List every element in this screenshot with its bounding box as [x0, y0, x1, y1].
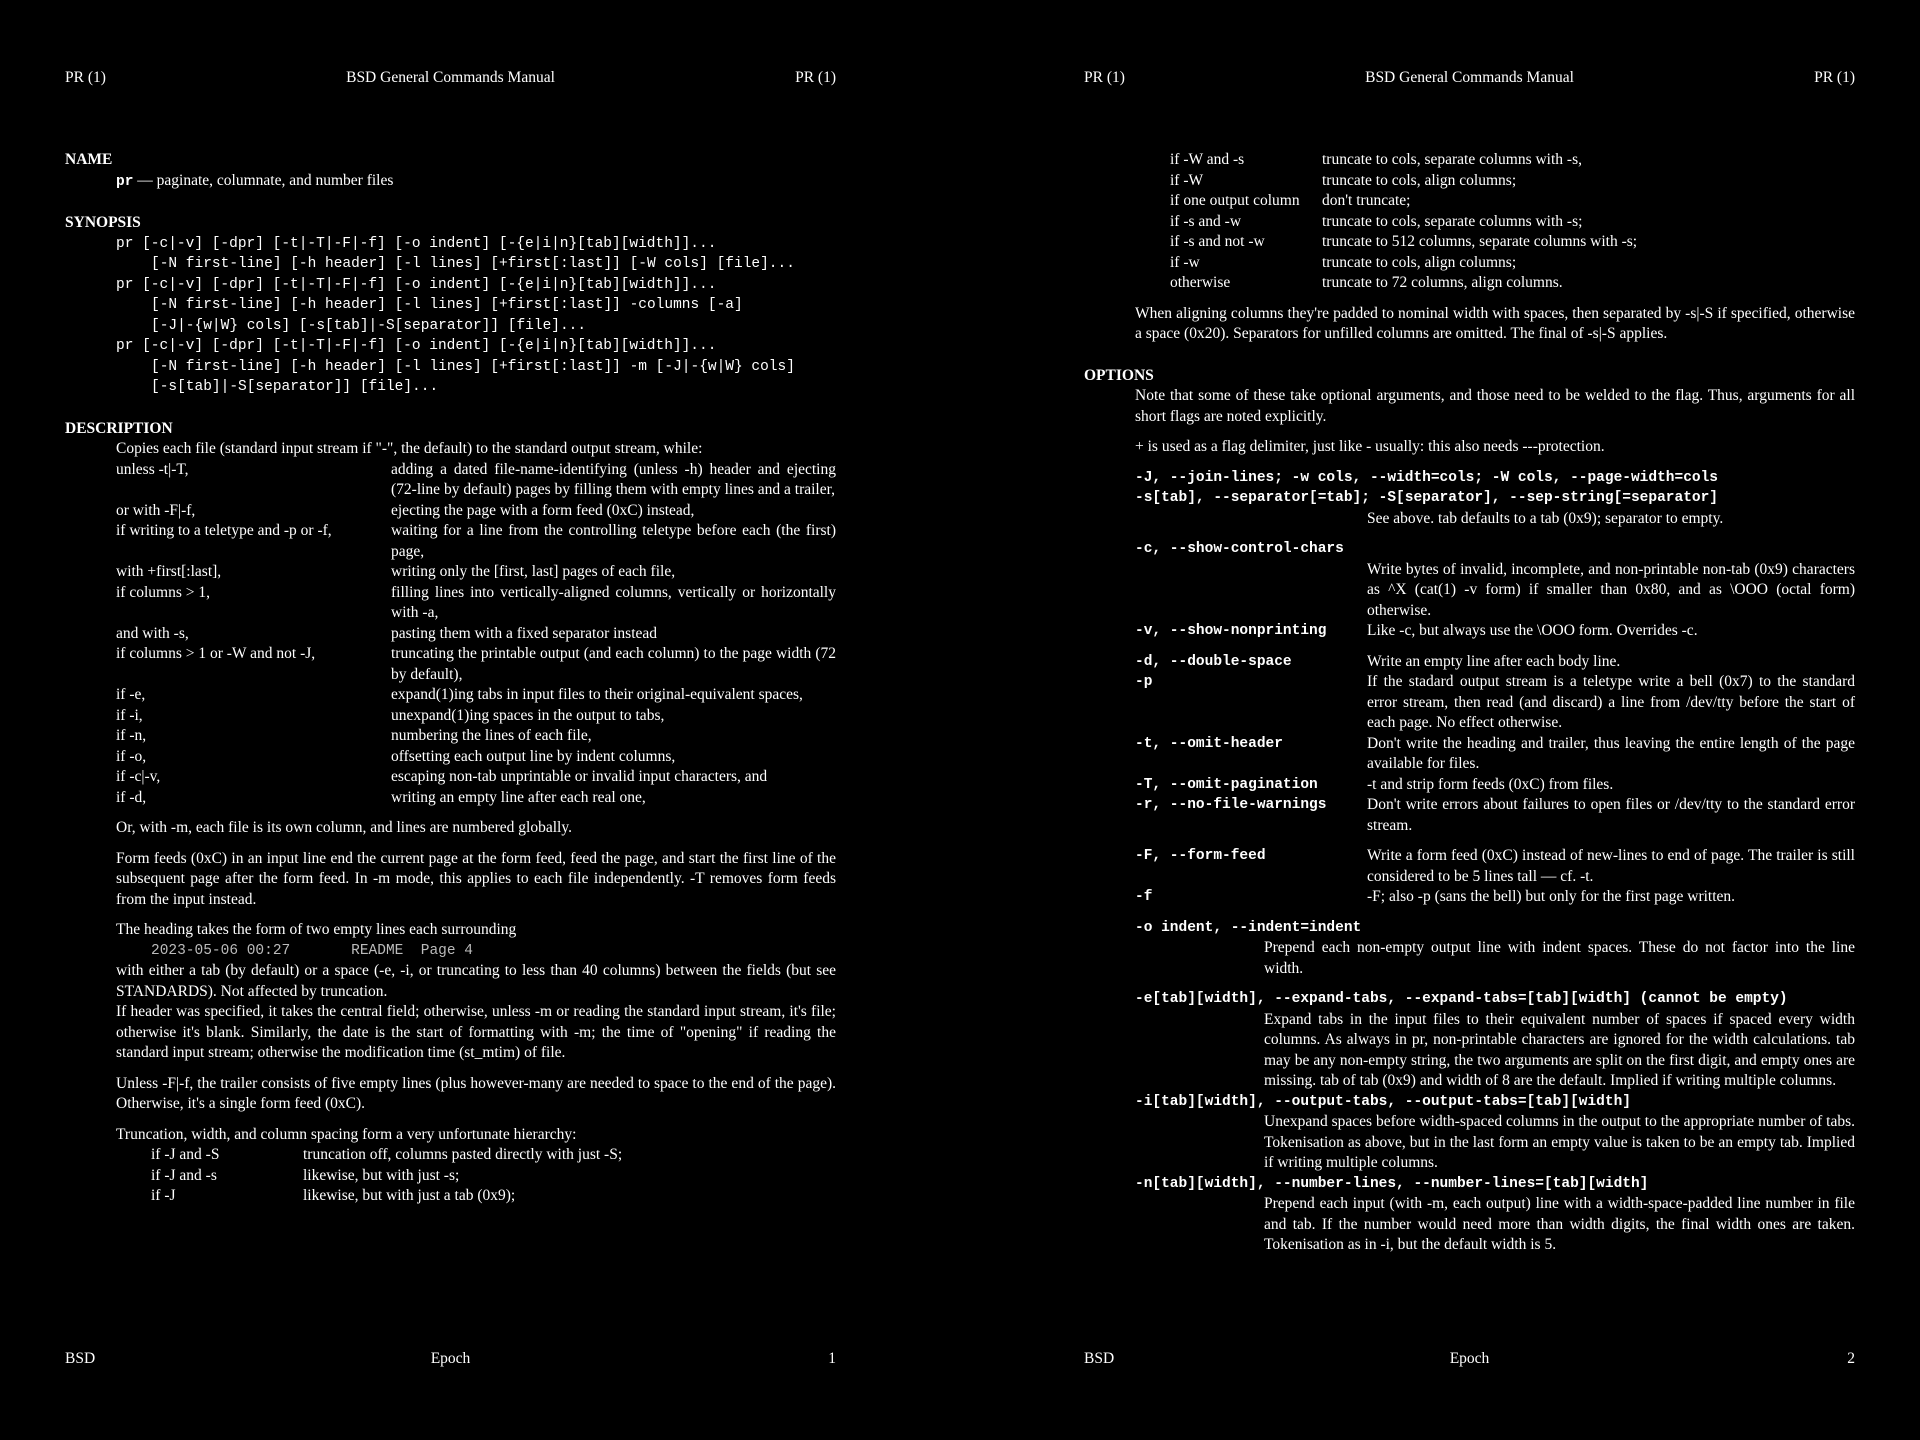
option-t: -t, --omit-header — [1135, 735, 1283, 752]
header-right: PR (1) — [795, 69, 836, 86]
description-p-formfeed: Form feeds (0xC) in an input line end the current page at the form feed, feed the page, and start the first line of the subsequent page after the form feed. In -m mode, this applies to each file independently. -T removes form feeds from the input instead. — [116, 849, 836, 908]
section-description-title: DESCRIPTION — [65, 419, 173, 437]
description-row — [116, 767, 836, 788]
truncation-row-value: truncation off, columns pasted directly with just -S; — [303, 1146, 623, 1163]
description-row-key: if -e, — [116, 686, 146, 703]
p-aligning: When aligning columns they're padded to nominal width with spaces, then separated by -s|-S if specified, otherwise a space (0x20). Separators for unfilled columns are omitted. The final of -s|-S applies. — [1135, 304, 1855, 342]
header-left: PR (1) — [65, 69, 106, 86]
synopsis-line: pr [-c|-v] [-dpr] [-t|-T|-F|-f] [-o indent] [-{e|i|n}[tab][width]]... — [116, 235, 717, 252]
description-row-value: pasting them with a fixed separator instead — [391, 624, 658, 642]
description-row — [116, 706, 836, 727]
option-s: -s[tab], --separator[=tab]; -S[separator], --sep-string[=separator] — [1135, 490, 1718, 506]
truncation-row — [1170, 232, 1637, 253]
description-row-key: or with -F|-f, — [116, 501, 196, 519]
header-center: BSD General Commands Manual — [1365, 69, 1574, 86]
truncation-row-value: truncate to cols, separate columns with -s; — [1322, 212, 1583, 230]
description-row-key: if -c|-v, — [116, 768, 161, 785]
manual-page-1 — [65, 0, 836, 1440]
truncation-row-key: if -s and not -w — [1170, 233, 1265, 250]
option-c: -c, --show-control-chars — [1135, 541, 1344, 557]
option-table-a — [1135, 652, 1855, 837]
options-body — [1135, 386, 1855, 1256]
synopsis-line: [-N first-line] [-h header] [-l lines] [+first[:last]] -m [-J|-{w|W} cols] — [151, 358, 795, 375]
description-row — [116, 788, 836, 809]
description-table — [116, 460, 836, 809]
option-T-desc: -t and strip form feeds (0xC) from files. — [1367, 775, 1614, 793]
truncation-row-value: truncate to cols, align columns; — [1322, 253, 1517, 271]
section-options-title: OPTIONS — [1084, 366, 1154, 384]
page-1-body — [65, 150, 836, 1207]
description-intro: Copies each file (standard input stream if "-", the default) to the standard output stream, while: — [116, 440, 703, 457]
option-r-desc: Don't write errors about failures to open files or /dev/tty to the standard error stream. — [1367, 796, 1855, 834]
option-f-desc: -F; also -p (sans the bell) but only for the first page written. — [1367, 888, 1736, 905]
heading-example: 2023-05-06 00:27 README Page 4 — [151, 942, 473, 959]
truncation-row — [151, 1186, 622, 1207]
description-row-value: expand(1)ing tabs in input files to their original-equivalent spaces, — [391, 686, 803, 703]
description-row-value: offsetting each output line by indent columns, — [391, 747, 676, 765]
truncation-row-value: don't truncate; — [1322, 192, 1411, 209]
description-row-value: numbering the lines of each file, — [391, 727, 592, 744]
page-footer — [1084, 1349, 1855, 1371]
header-right: PR (1) — [1814, 69, 1855, 86]
description-row-value: truncating the printable output (and each column) to the page width (72 by default), — [391, 645, 836, 683]
synopsis-line: pr [-c|-v] [-dpr] [-t|-T|-F|-f] [-o indent] [-{e|i|n}[tab][width]]... — [116, 276, 717, 293]
truncation-row-key: if -J and -S — [151, 1146, 220, 1163]
option-i-desc: Unexpand spaces before width-spaced columns in the output to the appropriate number of tabs. Tokenisation as above, but in the last form an empty value is taken to be an empty tab. Implied if writing multiple columns. — [1264, 1113, 1855, 1171]
options-plus-note: + is used as a flag delimiter, just like - usually: this also needs ---protection. — [1135, 438, 1605, 455]
truncation-row-key: if -W and -s — [1170, 151, 1245, 168]
header-left: PR (1) — [1084, 69, 1125, 86]
description-row-key: if -o, — [116, 747, 147, 765]
page-header — [1084, 68, 1855, 90]
truncation-row — [1170, 273, 1637, 294]
page-footer — [65, 1349, 836, 1371]
option-v-row — [1135, 621, 1698, 642]
option-t-desc: Don't write the heading and trailer, thus leaving the entire length of the page available for files. — [1367, 734, 1855, 772]
truncation-row-key: if one output column — [1170, 192, 1300, 209]
truncation-row — [1170, 171, 1637, 192]
footer-left: BSD — [1084, 1350, 1115, 1367]
option-F: -F, --form-feed — [1135, 848, 1266, 864]
option-e-desc: Expand tabs in the input files to their equivalent number of spaces if spaced every width columns. As always in pr, non-printable characters are ignored for the width calculations. tab may be any non-empty string, the two arguments are split on the first digit, and empty ones are missing. tab of tab (0x9) and width of 8 are the default. Implied if writing multiple columns. — [1264, 1010, 1855, 1089]
description-row-key: if columns > 1, — [116, 583, 210, 601]
description-row-key: if -d, — [116, 788, 147, 806]
option-c-desc: Write bytes of invalid, incomplete, and non-printable non-tab (0x9) characters as ^X (cat(1) -v form) if smaller than 0x80, and as \OOO (octal form) otherwise. — [1367, 560, 1855, 619]
description-row-key: if -n, — [116, 727, 147, 744]
description-row-key: if -i, — [116, 706, 143, 724]
footer-left: BSD — [65, 1350, 96, 1367]
description-p-m: Or, with -m, each file is its own column, and lines are numbered globally. — [116, 819, 572, 836]
synopsis-line: pr [-c|-v] [-dpr] [-t|-T|-F|-f] [-o indent] [-{e|i|n}[tab][width]]... — [116, 338, 717, 354]
truncation-row — [1170, 191, 1637, 212]
description-row-key: and with -s, — [116, 624, 189, 642]
description-row-value: escaping non-tab unprintable or invalid input characters, and — [391, 768, 768, 785]
truncation-row-value: truncate to cols, align columns; — [1322, 171, 1517, 189]
option-n: -n[tab][width], --number-lines, --number-lines=[tab][width] — [1135, 1175, 1649, 1192]
description-row — [116, 726, 836, 747]
description-row — [116, 747, 836, 768]
option-J: -J, --join-lines; -w cols, --width=cols; -W cols, --page-width=cols — [1135, 469, 1718, 486]
option-p: -p — [1135, 674, 1153, 690]
description-row-key: unless -t|-T, — [116, 460, 189, 478]
option-o-desc: Prepend each non-empty output line with indent spaces. These do not factor into the line width. — [1264, 939, 1855, 977]
truncation-row-key: if -w — [1170, 253, 1200, 271]
truncation-row-key: if -s and -w — [1170, 212, 1242, 230]
truncation-row-value: likewise, but with just a tab (0x9); — [303, 1187, 516, 1204]
description-p-trunc: Truncation, width, and column spacing form a very unfortunate hierarchy: — [116, 1125, 577, 1143]
description-p-trailer: Unless -F|-f, the trailer consists of five empty lines (plus however-many are needed to space to the end of the page). Otherwise, it's a single form feed (0xC). — [116, 1074, 836, 1112]
option-d: -d, --double-space — [1135, 653, 1292, 670]
option-i: -i[tab][width], --output-tabs, --output-tabs=[tab][width] — [1135, 1093, 1631, 1110]
page-2-body — [1084, 150, 1855, 1256]
description-row — [116, 460, 836, 501]
option-e: -e[tab][width], --expand-tabs, --expand-tabs=[tab][width] (cannot be empty) — [1135, 991, 1788, 1007]
page-header — [65, 68, 836, 90]
synopsis-line: [-s[tab]|-S[separator]] [file]... — [151, 379, 439, 395]
description-p-heading2: with either a tab (by default) or a space (-e, -i, or truncating to less than 40 columns) between the fields (but see STANDARDS). Not affected by truncation. — [116, 962, 836, 1000]
description-row-value: ejecting the page with a form feed (0xC) instead, — [391, 501, 695, 519]
description-row — [116, 644, 836, 685]
section-name-title: NAME — [65, 151, 113, 168]
truncation-table — [151, 1145, 622, 1207]
truncation-row — [1170, 212, 1637, 233]
truncation-row — [151, 1145, 622, 1166]
option-F-desc: Write a form feed (0xC) instead of new-lines to end of page. The trailer is still considered to be 5 lines tall — cf. -t. — [1367, 847, 1855, 885]
description-p-header: If header was specified, it takes the central field; otherwise, unless -m or reading the standard input stream, it's file; otherwise it's blank. Similarly, the date is the start of formatting with -m; the time of "opening" if reading the standard input stream; otherwise the modification time (st_mtim) of file. — [116, 1003, 836, 1061]
footer-center: Epoch — [430, 1350, 471, 1367]
options-note: Note that some of these take optional arguments, and those need to be welded to the flag. Thus, arguments for all short flags are noted explicitly. — [1135, 387, 1855, 425]
manual-page-2 — [1084, 0, 1855, 1440]
truncation-row — [1170, 253, 1637, 274]
truncation-row-value: truncate to 72 columns, align columns. — [1322, 274, 1563, 291]
section-synopsis-title: SYNOPSIS — [65, 214, 141, 231]
synopsis-line: [-N first-line] [-h header] [-l lines] [+first[:last]] [-W cols] [file]... — [151, 256, 795, 272]
description-row-key: if writing to a teletype and -p or -f, — [116, 522, 332, 539]
description-row-key: with +first[:last], — [116, 563, 222, 580]
description-row — [116, 501, 836, 522]
description-row-value: waiting for a line from the controlling teletype before each (the first) page, — [391, 522, 836, 560]
option-n-desc: Prepend each input (with -m, each output) line with a width-space-padded line number in file and tab. If the number would need more than width digits, the final width ones are taken. Tokenisation as in -i, but the default width is 5. — [1264, 1195, 1855, 1253]
description-row-value: writing an empty line after each real one, — [391, 788, 646, 806]
truncation-table-continued — [1170, 150, 1637, 294]
truncation-row-value: truncate to cols, separate columns with -s, — [1322, 151, 1582, 168]
header-center: BSD General Commands Manual — [346, 69, 555, 86]
truncation-row-value: likewise, but with just -s; — [303, 1166, 460, 1184]
description-row — [116, 624, 836, 645]
description-row — [116, 685, 836, 706]
option-p-desc: If the stadard output stream is a teletype write a bell (0x7) to the standard error stream, then read (and discard) a line from /dev/tty before the start of each page. No effect otherwise. — [1367, 673, 1855, 731]
truncation-row-key: if -J — [151, 1187, 176, 1204]
truncation-row-key: if -W — [1170, 171, 1204, 189]
name-line — [116, 171, 836, 193]
description-row-key: if columns > 1 or -W and not -J, — [116, 645, 316, 662]
name-description: — paginate, columnate, and number files — [137, 171, 394, 189]
truncation-row-key: otherwise — [1170, 274, 1231, 291]
truncation-row-key: if -J and -s — [151, 1166, 217, 1184]
description-p-heading: The heading takes the form of two empty lines each surrounding — [116, 921, 517, 938]
description-row — [116, 521, 836, 562]
option-o: -o indent, --indent=indent — [1135, 919, 1362, 936]
option-d-desc: Write an empty line after each body line. — [1367, 652, 1621, 670]
option-v: -v, --show-nonprinting — [1135, 623, 1327, 639]
description-body — [116, 439, 836, 1207]
truncation-row — [151, 1166, 622, 1187]
truncation-row — [1170, 150, 1637, 171]
page-number: 2 — [1847, 1350, 1855, 1367]
option-v-desc: Like -c, but always use the \OOO form. Overrides -c. — [1367, 622, 1698, 639]
description-row — [116, 562, 836, 583]
description-row-value: writing only the [first, last] pages of each file, — [391, 563, 676, 580]
name-command: pr — [116, 173, 134, 190]
description-row-value: adding a dated file-name-identifying (unless -h) header and ejecting (72-line by default) pages by filling them with empty lines and a trailer, — [391, 460, 836, 498]
synopsis-line: [-N first-line] [-h header] [-l lines] [+first[:last]] -columns [-a] — [151, 297, 743, 313]
truncation-row-value: truncate to 512 columns, separate columns with -s; — [1322, 233, 1638, 250]
option-table-b — [1135, 846, 1855, 908]
option-r: -r, --no-file-warnings — [1135, 797, 1327, 813]
synopsis-block — [65, 234, 836, 398]
description-row-value: filling lines into vertically-aligned columns, vertically or horizontally with -a, — [391, 583, 836, 621]
option-s-desc: See above. tab defaults to a tab (0x9); separator to empty. — [1367, 509, 1724, 527]
description-row-value: unexpand(1)ing spaces in the output to tabs, — [391, 706, 665, 724]
synopsis-line: [-J|-{w|W} cols] [-s[tab]|-S[separator]] [file]... — [151, 317, 587, 334]
footer-center: Epoch — [1449, 1350, 1490, 1367]
option-f: -f — [1135, 889, 1153, 905]
description-row — [116, 583, 836, 624]
option-T: -T, --omit-pagination — [1135, 776, 1318, 793]
page-number: 1 — [828, 1350, 836, 1367]
